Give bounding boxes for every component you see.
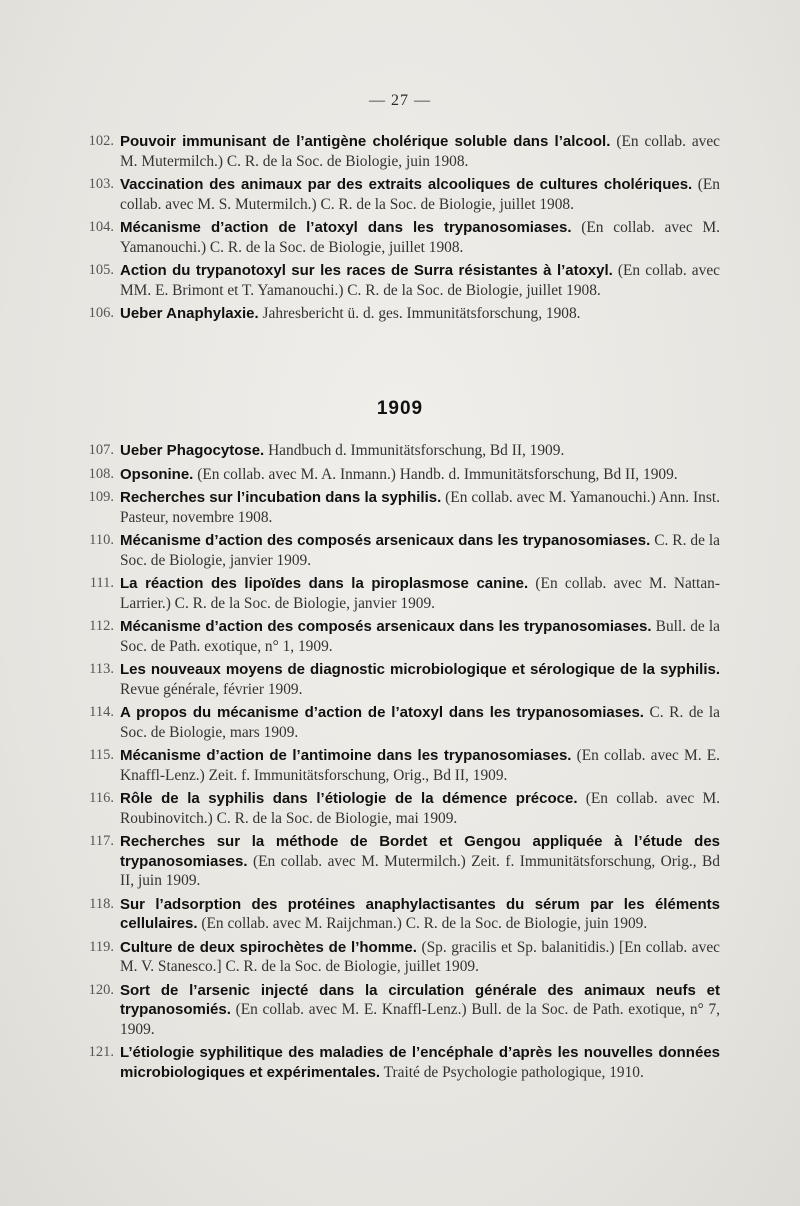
entry-number: 104. bbox=[88, 219, 114, 235]
entry-reference: (En collab. avec M. Yamanouchi.) Ann. Inst. Pasteur, novembre 1908. bbox=[120, 489, 720, 526]
bibliography-entry bbox=[80, 832, 720, 891]
entry-number: 110. bbox=[89, 532, 114, 548]
entry-reference: Revue générale, février 1909. bbox=[120, 680, 303, 698]
entry-number: 116. bbox=[89, 790, 114, 806]
page-number: — 27 — bbox=[369, 92, 431, 109]
entry-reference: (En collab. avec M. S. Mutermilch.) C. R. de la Soc. de Biologie, juillet 1908. bbox=[120, 176, 720, 213]
entry-reference: (En collab. avec M. E. Knaffl-Lenz.) Bull. de la Soc. de Path. exotique, n° 7, 1909. bbox=[120, 1001, 720, 1038]
entry-title: Ueber Anaphylaxie. bbox=[120, 305, 259, 322]
entry-title: Mécanisme d’action des composés arsenicaux dans les trypanosomiases. bbox=[120, 618, 652, 635]
entry-number: 115. bbox=[89, 747, 114, 763]
entry-title: A propos du mécanisme d’action de l’atoxyl dans les trypanosomiases. bbox=[120, 704, 644, 721]
bibliography-entry bbox=[80, 574, 720, 613]
entry-reference: C. R. de la Soc. de Biologie, janvier 1909. bbox=[120, 532, 720, 569]
entry-number: 108. bbox=[88, 465, 114, 482]
entry-number: 102. bbox=[88, 133, 114, 149]
entry-title: Vaccination des animaux par des extraits alcooliques de cultures cholériques. bbox=[120, 176, 693, 193]
entry-title: Opsonine. bbox=[120, 465, 194, 483]
entry-title: Mécanisme d’action de l’atoxyl dans les trypanosomiases. bbox=[120, 219, 572, 236]
entry-number: 121. bbox=[88, 1044, 114, 1060]
entry-title: Sort de l’arsenic injecté dans la circulation générale des animaux neufs et trypanosomiés. bbox=[120, 981, 720, 1018]
entry-reference: (En collab. avec M. Mutermilch.) C. R. de la Soc. de Biologie, juin 1908. bbox=[120, 133, 721, 170]
entry-number: 113. bbox=[89, 661, 114, 677]
entry-number: 112. bbox=[89, 618, 114, 634]
bibliography-entry bbox=[80, 938, 720, 977]
entry-title: L’étiologie syphilitique des maladies de l’encéphale d’après les nouvelles données microbiologiques et expérimentales. bbox=[120, 1044, 720, 1081]
bibliography-entry bbox=[80, 488, 720, 527]
entry-number: 118. bbox=[89, 895, 114, 912]
entry-title: Recherches sur la méthode de Bordet et Gengou appliquée à l’étude des trypanosomiases. bbox=[120, 833, 720, 870]
bibliography-entry bbox=[80, 746, 720, 785]
entry-number: 117. bbox=[89, 833, 114, 849]
bibliography-entry bbox=[80, 981, 720, 1040]
entry-reference: Traité de Psychologie pathologique, 1910. bbox=[380, 1063, 644, 1081]
entry-title: Ueber Phagocytose. bbox=[120, 442, 265, 459]
entry-title: Mécanisme d’action de l’antimoine dans les trypanosomiases. bbox=[120, 747, 572, 764]
entry-reference: Bull. de la Soc. de Path. exotique, n° 1, 1909. bbox=[120, 618, 720, 655]
bibliography-entry bbox=[80, 304, 720, 324]
bibliography-entry bbox=[80, 895, 720, 934]
bibliography-entry bbox=[80, 789, 720, 828]
entry-title: Recherches sur l’incubation dans la syphilis. bbox=[120, 489, 442, 506]
entry-title: Les nouveaux moyens de diagnostic microbiologique et sérologique de la syphilis. bbox=[120, 661, 720, 678]
bibliography-entry bbox=[80, 441, 720, 461]
entry-title: Mécanisme d’action des composés arsenicaux dans les trypanosomiases. bbox=[120, 532, 651, 549]
bibliography-entry bbox=[80, 703, 720, 742]
entry-reference: C. R. de la Soc. de Biologie, mars 1909. bbox=[120, 704, 720, 741]
entry-title: Sur l’adsorption des protéines anaphylactisantes du sérum par les éléments cellulaires. bbox=[120, 895, 720, 932]
entry-title: Pouvoir immunisant de l’antigène cholérique soluble dans l’alcool. bbox=[120, 133, 611, 150]
entry-number: 111. bbox=[89, 575, 114, 591]
entry-title: Culture de deux spirochètes de l’homme. bbox=[120, 938, 417, 956]
bibliography-entry bbox=[80, 132, 720, 171]
entry-number: 107. bbox=[88, 442, 114, 458]
entry-reference: (En collab. avec M. E. Knaffl-Lenz.) Zeit. f. Immunitätsforschung, Orig., Bd II, 1909. bbox=[120, 747, 720, 784]
entry-title: La réaction des lipoïdes dans la piroplasmose canine. bbox=[120, 575, 529, 592]
entry-number: 120. bbox=[88, 981, 114, 998]
bibliography-entry bbox=[80, 1043, 720, 1082]
year-heading: 1909 bbox=[376, 398, 424, 419]
entry-number: 119. bbox=[89, 938, 114, 955]
entry-title: Action du trypanotoxyl sur les races de Surra résistantes à l’atoxyl. bbox=[120, 262, 613, 279]
entry-number: 114. bbox=[89, 704, 114, 720]
bibliography-entry bbox=[80, 465, 720, 485]
bibliography-list-1909 bbox=[80, 441, 720, 1086]
bibliography-entry bbox=[80, 617, 720, 656]
entry-reference: Handbuch d. Immunitätsforschung, Bd II, 1909. bbox=[264, 442, 565, 459]
entry-number: 106. bbox=[88, 305, 114, 321]
entry-reference: (En collab. avec MM. E. Brimont et T. Yamanouchi.) C. R. de la Soc. de Biologie, juillet 1908. bbox=[120, 262, 720, 299]
bibliography-entry bbox=[80, 660, 720, 699]
entry-reference: (En collab. avec M. Roubinovitch.) C. R. de la Soc. de Biologie, mai 1909. bbox=[120, 790, 720, 827]
entry-reference: (En collab. avec M. Nattan-Larrier.) C. R. de la Soc. de Biologie, janvier 1909. bbox=[120, 575, 720, 612]
bibliography-entry bbox=[80, 261, 720, 300]
entry-reference: (En collab. avec M. A. Inmann.) Handb. d. Immunitätsforschung, Bd II, 1909. bbox=[193, 465, 678, 483]
entry-number: 109. bbox=[88, 489, 114, 505]
bibliography-entry bbox=[80, 531, 720, 570]
entry-title: Rôle de la syphilis dans l’étiologie de la démence précoce. bbox=[120, 790, 578, 807]
entry-reference: Jahresbericht ü. d. ges. Immunitätsforschung, 1908. bbox=[258, 305, 581, 322]
entry-number: 105. bbox=[88, 262, 114, 278]
bibliography-list-1908 bbox=[80, 132, 720, 328]
bibliography-entry bbox=[80, 175, 720, 214]
entry-reference: (En collab. avec M. Mutermilch.) Zeit. f. Immunitätsforschung, Orig., Bd II, juin 1909. bbox=[120, 852, 720, 889]
entry-reference: (En collab. avec M. Yamanouchi.) C. R. de la Soc. de Biologie, juillet 1908. bbox=[120, 219, 720, 256]
entry-reference: (Sp. gracilis et Sp. balanitidis.) [En collab. avec M. V. Stanesco.] C. R. de la Soc. de Biologie, juillet 1909. bbox=[120, 938, 720, 975]
entry-reference: (En collab. avec M. Raijchman.) C. R. de la Soc. de Biologie, juin 1909. bbox=[197, 915, 648, 932]
entry-number: 103. bbox=[88, 176, 114, 192]
bibliography-entry bbox=[80, 218, 720, 257]
